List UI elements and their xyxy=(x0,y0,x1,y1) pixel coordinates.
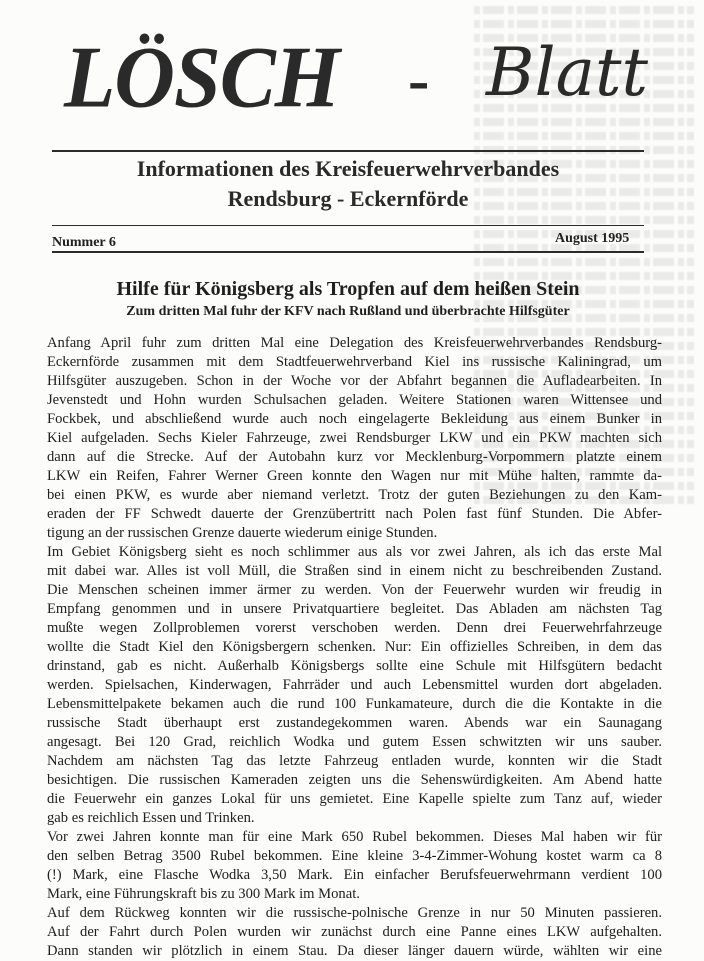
article-line: Auf der Fahrt durch Polen wurden wir zunächst durch eine Panne eines LKW aufgehalten. xyxy=(47,924,662,940)
article-subheadline: Zum dritten Mal fuhr der KFV nach Rußland und überbrachte Hilfsgüter xyxy=(126,304,570,319)
article-line: Vor zwei Jahren konnte man für eine Mark 650 Rubel bekommen. Dieses Mal haben wir für xyxy=(47,829,662,845)
article-line: Im Gebiet Königsberg sieht es noch schlimmer aus als vor zwei Jahren, als ich das erste Mal xyxy=(47,544,662,560)
article-line: mußte wegen Zollproblemen vorerst verschoben werden. Denn drei Feuerwehrfahrzeuge xyxy=(47,620,662,636)
article-line: dann auf die Strecke. Auf der Autobahn kurz vor Mecklenburg-Vorpommern platzte einem xyxy=(47,449,662,465)
article-line: drinstand, gab es nicht. Außerhalb Königsbergs sollte eine Schule mit Hilfsgütern bedacht xyxy=(47,658,662,674)
article-line: Lebensmittelpakete bekamen auch die rund 100 Funkamateure, durch die die Kontakte in die xyxy=(47,696,662,712)
article-line: Hilfsgüter auszugeben. Schon in der Woche vor der Abfahrt begannen die Aufladearbeiten. In xyxy=(47,373,662,389)
article-line: Jevenstedt und Hohn wurden Schulsachen geladen. Weitere Stationen waren Wittensee und xyxy=(47,392,662,408)
article-line: russische Stadt überhaupt erst zustandegekommen waren. Abends war ein Saunagang xyxy=(47,715,662,731)
article-line: Dann standen wir plötzlich in einem Stau. Da dieser länger dauern würde, wählten wir eine xyxy=(47,943,662,959)
masthead-subtitle-line1: Informationen des Kreisfeuerwehrverbandes xyxy=(136,156,560,181)
masthead-title-dash: - xyxy=(408,44,430,115)
masthead xyxy=(58,28,658,128)
masthead-subtitle-line2: Rendsburg - Eckernförde xyxy=(227,186,469,211)
issue-date: August 1995 xyxy=(555,231,630,246)
article-line: Auf dem Rückweg konnten wir die russische-polnische Grenze in nur 50 Minuten passieren. xyxy=(47,905,662,921)
article-line: mit dabei war. Alles ist voll Müll, die Straßen sind in einem nicht zu beschreibenden Zustand. xyxy=(47,563,662,579)
article-line: Kiel aufgeladen. Sechs Kieler Fahrzeuge, zwei Rendsburger LKW und ein PKW machten sich xyxy=(47,430,662,446)
masthead-divider xyxy=(52,150,644,152)
article-line: eraden der FF Schwedt dauerte der Grenzübertritt nach Polen fast fünf Stunden. Die Abfer- xyxy=(47,506,662,522)
article-line: Nachdem am nächsten Tag das letzte Fahrzeug entladen wurde, konnten wir die Stadt xyxy=(47,753,662,769)
article-line: die Feuerwehr ein ganzes Lokal für uns gemietet. Eine Kapelle spielte zum Tanz auf, wieder xyxy=(47,791,662,807)
issue-divider-top xyxy=(52,225,644,226)
article-line: LKW ein Reifen, Fahrer Werner Green konnte den Wagen nur mit Mühe halten, rammte da- xyxy=(47,468,662,484)
issue-divider-bottom xyxy=(52,251,644,253)
article-body xyxy=(47,334,662,961)
article-line: wollte die Stadt Kiel den Königsbergern schenken. Nur: Ein offizielles Schreiben, in dem das xyxy=(47,639,662,655)
article-line: Empfang genommen und in unsere Privatquartiere begleitet. Das Abladen am nächsten Tag xyxy=(47,601,662,617)
article-line: Fockbek, und abschließend wurde auch noch eingelagerte Bekleidung aus einem Bunker in xyxy=(47,411,662,427)
article-line: Eckernförde zusammen mit dem Stadtfeuerwehrverband Kiel ins russische Kaliningrad, um xyxy=(47,354,662,370)
article-line: angesagt. Bei 120 Grad, reichlich Wodka und gutem Essen schwitzten wir uns sauber. xyxy=(47,734,662,750)
article-headline: Hilfe für Königsberg als Tropfen auf dem heißen Stein xyxy=(116,278,580,300)
article-line: bei einen PKW, es wurde aber niemand verletzt. Trotz der guten Beziehungen zu den Kam- xyxy=(47,487,662,503)
article-line: (!) Mark, eine Flasche Wodka 3,50 Mark. Ein einfacher Berufsfeuerwehrmann verdient 100 xyxy=(47,867,662,883)
issue-number: Nummer 6 xyxy=(52,235,116,250)
article-line: Anfang April fuhr zum dritten Mal eine Delegation des Kreisfeuerwehrverbandes Rendsburg- xyxy=(47,335,662,351)
article-line: gab es reichlich Essen und Trinken. xyxy=(47,810,255,826)
masthead-title-blatt: Blatt xyxy=(486,34,649,111)
article-line: Mark, eine Führungskraft bis zu 300 Mark im Monat. xyxy=(47,886,360,902)
article-line: werden. Spielsachen, Kinderwagen, Fahrräder und auch Lebensmittel wurden dort abgeladen. xyxy=(47,677,662,693)
article-line: besichtigen. Die russischen Kameraden zeigten uns die Sehenswürdigkeiten. Am Abend hatte xyxy=(47,772,662,788)
masthead-title-losch: LÖSCH xyxy=(64,28,340,127)
article-line: Die Menschen scheinen immer ärmer zu werden. Von der Feuerwehr wurden wir freudig in xyxy=(47,582,662,598)
article-line: den selben Betrag 3500 Rubel bekommen. Eine kleine 3-4-Zimmer-Wohung kostet warm ca 8 xyxy=(47,848,662,864)
article-line: tigung an der russischen Grenze dauerte wiederum einige Stunden. xyxy=(47,525,438,541)
